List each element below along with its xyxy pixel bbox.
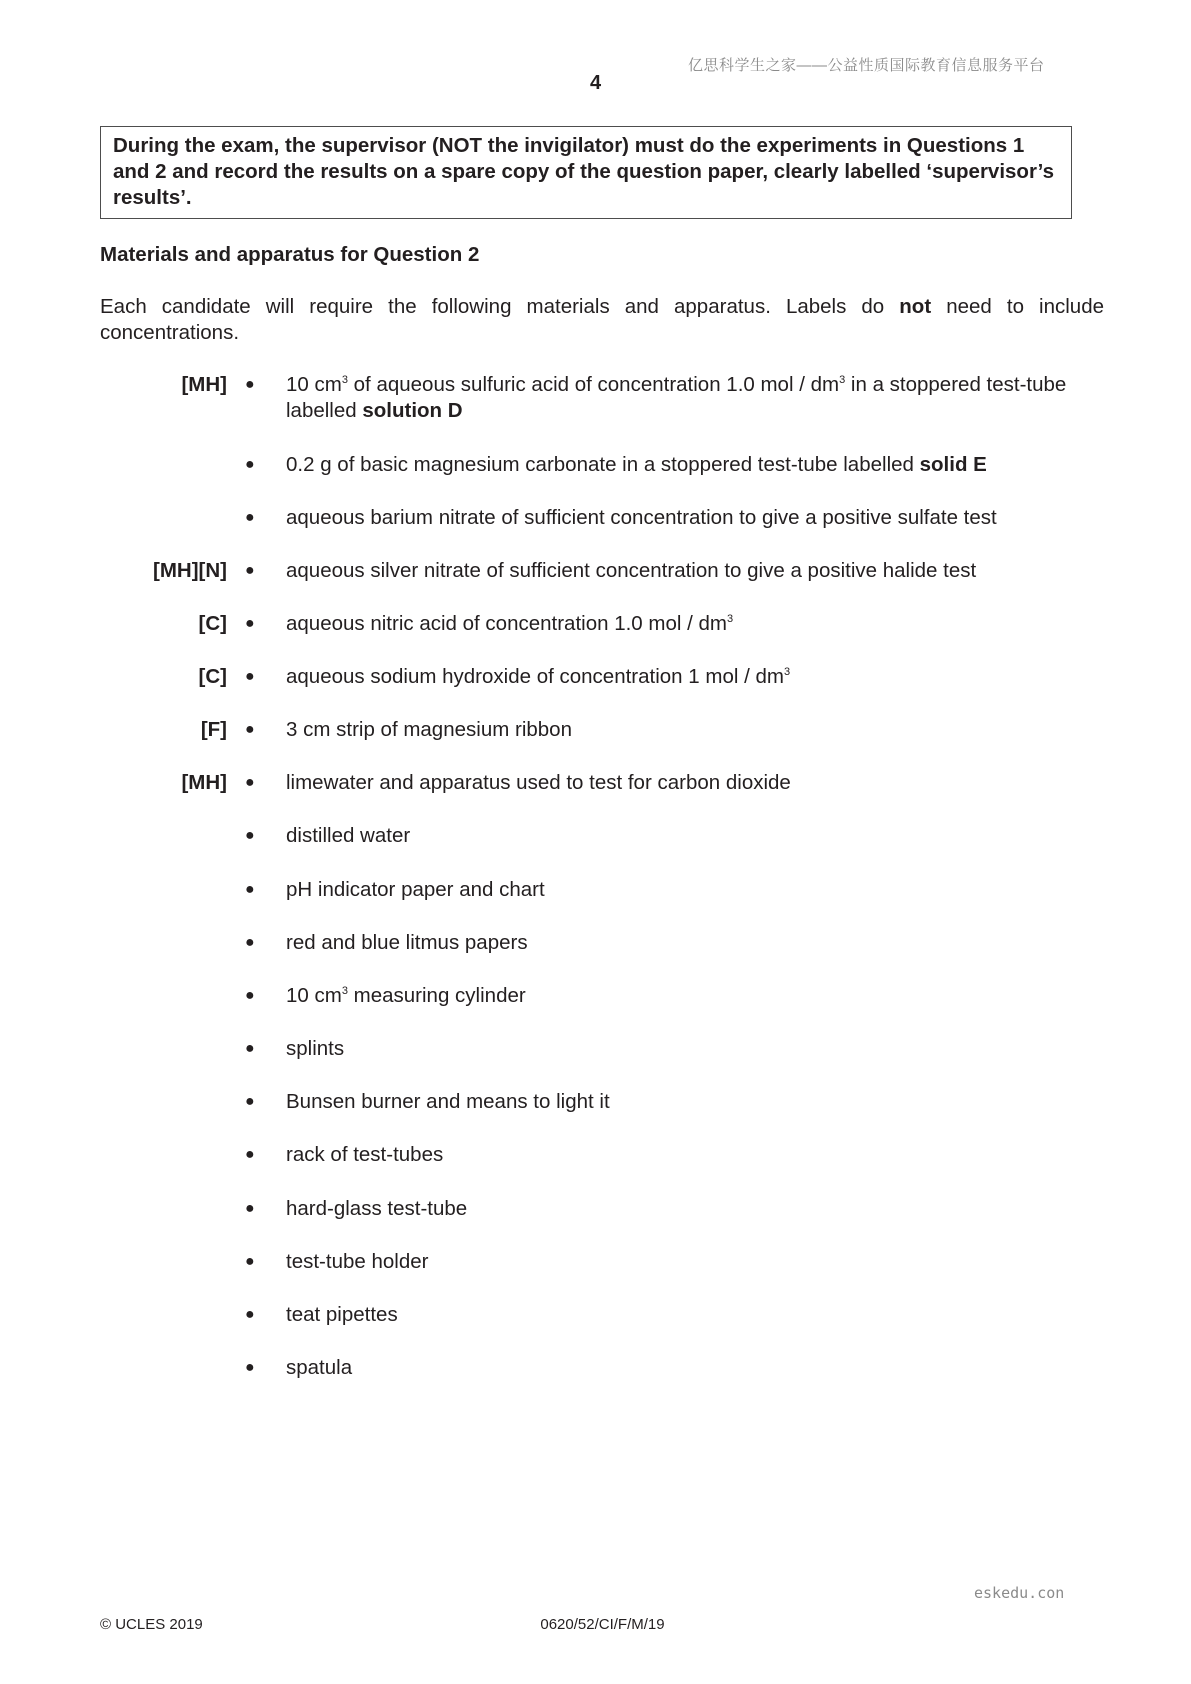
material-text-sup1: 3 xyxy=(783,666,791,678)
bullet-icon: ● xyxy=(245,1040,255,1057)
material-text-pre: rack of test-tubes xyxy=(286,1143,444,1166)
bullet-icon: ● xyxy=(245,827,255,844)
material-text-pre: limewater and apparatus used to test for carbon dioxide xyxy=(286,771,791,794)
material-text xyxy=(286,611,1104,637)
supervisor-notice-box: During the exam, the supervisor (NOT the invigilator) must do the experiments in Questions 1 and 2 and record the results on a spare copy of the question paper, clearly labelled ‘supervisor’s results’. xyxy=(100,126,1072,219)
material-text-pre: aqueous sodium hydroxide of concentration 1 mol / dm xyxy=(286,665,784,688)
bullet-icon: ● xyxy=(245,1359,255,1376)
material-tag: [C] xyxy=(198,612,227,635)
material-text-pre: aqueous barium nitrate of sufficient concentration to give a positive sulfate test xyxy=(286,506,997,529)
material-text-pre: 10 cm xyxy=(286,984,342,1007)
material-text xyxy=(286,1302,1104,1328)
page-number: 4 xyxy=(589,72,602,94)
material-text-pre: 0.2 g of basic magnesium carbonate in a stoppered test-tube labelled xyxy=(286,453,920,476)
material-text-pre: red and blue litmus papers xyxy=(286,931,528,954)
material-text xyxy=(286,877,1104,903)
material-text-pre: pH indicator paper and chart xyxy=(286,878,545,901)
material-text xyxy=(286,1142,1104,1168)
bullet-icon: ● xyxy=(245,562,255,579)
material-text-pre: spatula xyxy=(286,1356,353,1379)
bullet-icon: ● xyxy=(245,1146,255,1163)
material-text xyxy=(286,1036,1104,1062)
material-text-sup1: 3 xyxy=(727,613,734,625)
material-text xyxy=(286,930,1104,956)
material-text xyxy=(286,558,1104,584)
material-text xyxy=(286,664,1104,690)
material-text-post: in a stoppered test-tube labelled xyxy=(286,373,1067,422)
bullet-icon: ● xyxy=(245,774,255,791)
material-text-pre: Bunsen burner and means to light it xyxy=(286,1090,610,1113)
material-text xyxy=(286,1196,1104,1222)
intro-text-before: Each candidate will require the following materials and apparatus. Labels do xyxy=(100,295,900,318)
material-tag: [C] xyxy=(198,665,227,688)
material-text-pre: 3 cm strip of magnesium ribbon xyxy=(286,718,572,741)
material-text-pre: splints xyxy=(286,1037,345,1060)
material-text xyxy=(286,372,1104,424)
bullet-icon: ● xyxy=(245,615,255,632)
bullet-icon: ● xyxy=(245,509,255,526)
material-text-pre: 10 cm xyxy=(286,373,342,396)
material-text-pre: teat pipettes xyxy=(286,1303,398,1326)
section-heading: Materials and apparatus for Question 2 xyxy=(100,243,480,266)
bullet-icon: ● xyxy=(245,668,255,685)
material-text-sup1: 3 xyxy=(341,374,348,386)
bullet-icon: ● xyxy=(245,934,255,951)
intro-text-bold: not xyxy=(899,295,932,318)
material-text xyxy=(286,1089,1104,1115)
bullet-icon: ● xyxy=(245,881,255,898)
bullet-icon: ● xyxy=(245,1253,255,1270)
material-text xyxy=(286,1355,1104,1381)
material-text-bold: solution D xyxy=(362,399,463,422)
material-text-pre: aqueous silver nitrate of sufficient concentration to give a positive halide test xyxy=(286,559,977,582)
material-text-mid: measuring cylinder xyxy=(347,984,526,1007)
material-text-pre: aqueous nitric acid of concentration 1.0 mol / dm xyxy=(286,612,727,635)
material-text xyxy=(286,770,1104,796)
material-tag: [F] xyxy=(200,718,227,741)
footer-copyright: © UCLES 2019 xyxy=(100,1616,203,1633)
material-text-pre: test-tube holder xyxy=(286,1250,429,1273)
material-text xyxy=(286,823,1104,849)
bullet-icon: ● xyxy=(245,376,255,393)
bullet-icon: ● xyxy=(245,1306,255,1323)
material-text-mid: of aqueous sulfuric acid of concentration 1.0 mol / dm xyxy=(347,373,840,396)
bullet-icon: ● xyxy=(245,1093,255,1110)
material-text xyxy=(286,1249,1104,1275)
header-watermark: 亿思科学生之家——公益性质国际教育信息服务平台 xyxy=(688,57,1045,74)
material-text-pre: distilled water xyxy=(286,824,411,847)
footer-watermark: eskedu.con xyxy=(974,1584,1065,1602)
material-tag: [MH] xyxy=(181,373,227,396)
intro-paragraph xyxy=(100,294,1104,346)
material-text-sup1: 3 xyxy=(341,985,348,997)
bullet-icon: ● xyxy=(245,456,255,473)
material-text xyxy=(286,452,1104,478)
material-tag: [MH] xyxy=(181,771,227,794)
footer-paper-code: 0620/52/CI/F/M/19 xyxy=(540,1616,665,1633)
material-text xyxy=(286,983,1104,1009)
bullet-icon: ● xyxy=(245,1200,255,1217)
bullet-icon: ● xyxy=(245,721,255,738)
bullet-icon: ● xyxy=(245,987,255,1004)
intro-text-after: need to include concentrations. xyxy=(100,295,1104,344)
material-text xyxy=(286,505,1104,531)
material-tag: [MH][N] xyxy=(153,559,227,582)
material-text-sup2: 3 xyxy=(839,374,846,386)
material-text-pre: hard-glass test-tube xyxy=(286,1197,468,1220)
material-text-bold: solid E xyxy=(919,453,987,476)
material-text xyxy=(286,717,1104,743)
